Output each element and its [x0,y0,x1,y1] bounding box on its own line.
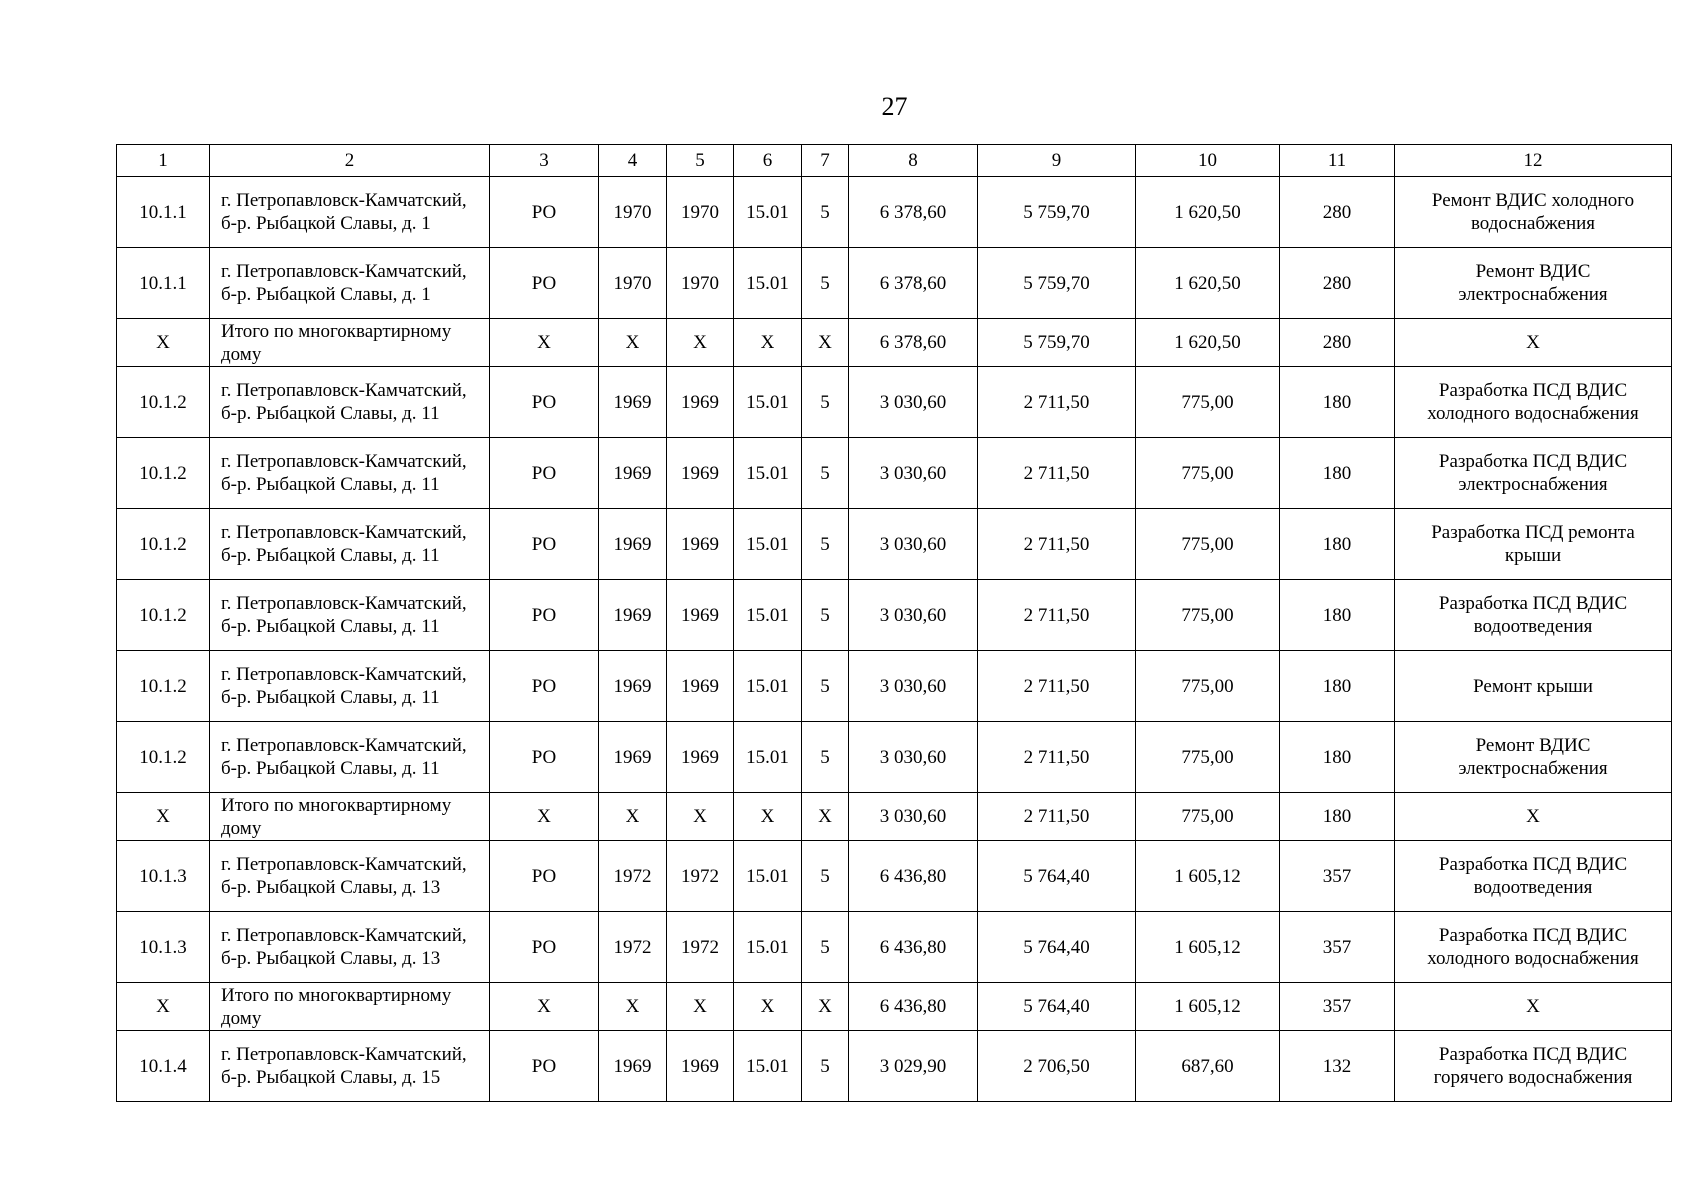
commissioning-year-cell: X [667,319,734,367]
category-code-cell: X [734,793,802,841]
address-cell: г. Петропавловск-Камчатский, б-р. Рыбацкой Славы, д. 1 [210,248,490,319]
total-area-cell: 6 436,80 [849,912,978,983]
work-type-cell: Разработка ПСД ВДИС холодного водоснабжения [1395,367,1672,438]
living-area-cell: 5 759,70 [978,319,1136,367]
floors-cell: X [802,983,849,1031]
address-cell: г. Петропавловск-Камчатский, б-р. Рыбацкой Славы, д. 13 [210,912,490,983]
work-type-cell: Разработка ПСД ВДИС водоотведения [1395,580,1672,651]
category-code-cell: 15.01 [734,912,802,983]
residents-cell: 180 [1280,793,1395,841]
living-area-cell: 5 759,70 [978,177,1136,248]
column-number-9: 9 [978,145,1136,177]
residents-cell: 180 [1280,438,1395,509]
floors-cell: 5 [802,651,849,722]
floors-cell: X [802,793,849,841]
residents-cell: 280 [1280,248,1395,319]
floors-cell: 5 [802,509,849,580]
category-code-cell: 15.01 [734,509,802,580]
living-area-cell: 2 711,50 [978,722,1136,793]
work-type-cell: X [1395,793,1672,841]
column-number-11: 11 [1280,145,1395,177]
total-area-cell: 3 030,60 [849,651,978,722]
item-number-cell: X [117,319,210,367]
item-number-cell: 10.1.1 [117,177,210,248]
table-row [117,367,1672,438]
non-living-area-cell: 775,00 [1136,651,1280,722]
owner-type-cell: РО [490,841,599,912]
work-type-cell: Разработка ПСД ВДИС холодного водоснабжения [1395,912,1672,983]
construction-year-cell: 1969 [599,438,667,509]
commissioning-year-cell: 1972 [667,841,734,912]
owner-type-cell: РО [490,438,599,509]
work-type-cell: Ремонт ВДИС электроснабжения [1395,248,1672,319]
item-number-cell: 10.1.2 [117,580,210,651]
item-number-cell: 10.1.4 [117,1031,210,1102]
living-area-cell: 2 711,50 [978,580,1136,651]
work-type-cell: Разработка ПСД ВДИС водоотведения [1395,841,1672,912]
table-row [117,1031,1672,1102]
address-cell: г. Петропавловск-Камчатский, б-р. Рыбацкой Славы, д. 11 [210,722,490,793]
capital-repair-table [116,144,1672,1102]
residents-cell: 132 [1280,1031,1395,1102]
category-code-cell: 15.01 [734,841,802,912]
commissioning-year-cell: 1969 [667,722,734,793]
residents-cell: 357 [1280,983,1395,1031]
commissioning-year-cell: 1972 [667,912,734,983]
owner-type-cell: РО [490,722,599,793]
owner-type-cell: РО [490,509,599,580]
living-area-cell: 5 764,40 [978,912,1136,983]
commissioning-year-cell: 1969 [667,438,734,509]
column-number-10: 10 [1136,145,1280,177]
total-area-cell: 3 030,60 [849,509,978,580]
living-area-cell: 2 706,50 [978,1031,1136,1102]
address-cell: Итого по многоквартирному дому [210,983,490,1031]
residents-cell: 180 [1280,509,1395,580]
living-area-cell: 5 764,40 [978,983,1136,1031]
category-code-cell: X [734,319,802,367]
column-number-3: 3 [490,145,599,177]
living-area-cell: 2 711,50 [978,793,1136,841]
table-header [117,145,1672,177]
item-number-cell: X [117,983,210,1031]
owner-type-cell: X [490,983,599,1031]
total-area-cell: 3 030,60 [849,367,978,438]
address-cell: г. Петропавловск-Камчатский, б-р. Рыбацкой Славы, д. 1 [210,177,490,248]
total-area-cell: 6 378,60 [849,319,978,367]
table-row [117,722,1672,793]
commissioning-year-cell: 1969 [667,1031,734,1102]
total-row [117,983,1672,1031]
residents-cell: 180 [1280,367,1395,438]
address-cell: г. Петропавловск-Камчатский, б-р. Рыбацкой Славы, д. 15 [210,1031,490,1102]
owner-type-cell: РО [490,651,599,722]
floors-cell: 5 [802,580,849,651]
commissioning-year-cell: 1970 [667,177,734,248]
total-area-cell: 6 436,80 [849,841,978,912]
table-row [117,580,1672,651]
header-row [117,145,1672,177]
commissioning-year-cell: X [667,793,734,841]
total-area-cell: 3 030,60 [849,438,978,509]
commissioning-year-cell: 1969 [667,651,734,722]
floors-cell: 5 [802,722,849,793]
construction-year-cell: X [599,319,667,367]
total-area-cell: 3 030,60 [849,580,978,651]
work-type-cell: Разработка ПСД ВДИС горячего водоснабжения [1395,1031,1672,1102]
non-living-area-cell: 1 605,12 [1136,912,1280,983]
living-area-cell: 2 711,50 [978,438,1136,509]
owner-type-cell: РО [490,580,599,651]
item-number-cell: 10.1.3 [117,841,210,912]
work-type-cell: Ремонт ВДИС электроснабжения [1395,722,1672,793]
category-code-cell: 15.01 [734,580,802,651]
page-number: 27 [881,92,908,121]
residents-cell: 180 [1280,651,1395,722]
address-cell: г. Петропавловск-Камчатский, б-р. Рыбацкой Славы, д. 11 [210,367,490,438]
column-number-6: 6 [734,145,802,177]
total-area-cell: 6 378,60 [849,177,978,248]
non-living-area-cell: 1 605,12 [1136,983,1280,1031]
floors-cell: X [802,319,849,367]
work-type-cell: Разработка ПСД ВДИС электроснабжения [1395,438,1672,509]
column-number-2: 2 [210,145,490,177]
non-living-area-cell: 1 620,50 [1136,177,1280,248]
floors-cell: 5 [802,912,849,983]
non-living-area-cell: 687,60 [1136,1031,1280,1102]
address-cell: г. Петропавловск-Камчатский, б-р. Рыбацкой Славы, д. 11 [210,509,490,580]
work-type-cell: Разработка ПСД ремонта крыши [1395,509,1672,580]
table-row [117,177,1672,248]
floors-cell: 5 [802,841,849,912]
floors-cell: 5 [802,248,849,319]
item-number-cell: 10.1.2 [117,367,210,438]
column-number-1: 1 [117,145,210,177]
category-code-cell: 15.01 [734,651,802,722]
non-living-area-cell: 775,00 [1136,793,1280,841]
non-living-area-cell: 1 620,50 [1136,319,1280,367]
living-area-cell: 2 711,50 [978,509,1136,580]
commissioning-year-cell: X [667,983,734,1031]
total-row [117,319,1672,367]
category-code-cell: 15.01 [734,722,802,793]
total-area-cell: 3 030,60 [849,722,978,793]
construction-year-cell: 1969 [599,1031,667,1102]
address-cell: г. Петропавловск-Камчатский, б-р. Рыбацкой Славы, д. 11 [210,651,490,722]
non-living-area-cell: 775,00 [1136,580,1280,651]
construction-year-cell: X [599,793,667,841]
category-code-cell: 15.01 [734,367,802,438]
commissioning-year-cell: 1970 [667,248,734,319]
residents-cell: 280 [1280,319,1395,367]
table-row [117,912,1672,983]
construction-year-cell: 1969 [599,580,667,651]
owner-type-cell: X [490,319,599,367]
non-living-area-cell: 775,00 [1136,722,1280,793]
work-type-cell: Ремонт ВДИС холодного водоснабжения [1395,177,1672,248]
item-number-cell: 10.1.2 [117,438,210,509]
living-area-cell: 2 711,50 [978,651,1136,722]
floors-cell: 5 [802,177,849,248]
residents-cell: 357 [1280,841,1395,912]
floors-cell: 5 [802,367,849,438]
item-number-cell: 10.1.1 [117,248,210,319]
owner-type-cell: РО [490,367,599,438]
construction-year-cell: 1969 [599,367,667,438]
non-living-area-cell: 775,00 [1136,509,1280,580]
total-area-cell: 6 378,60 [849,248,978,319]
residents-cell: 180 [1280,722,1395,793]
category-code-cell: 15.01 [734,177,802,248]
total-row [117,793,1672,841]
address-cell: Итого по многоквартирному дому [210,319,490,367]
construction-year-cell: 1969 [599,651,667,722]
work-type-cell: X [1395,983,1672,1031]
table-body [117,177,1672,1102]
residents-cell: 180 [1280,580,1395,651]
column-number-5: 5 [667,145,734,177]
non-living-area-cell: 775,00 [1136,367,1280,438]
living-area-cell: 5 764,40 [978,841,1136,912]
construction-year-cell: 1970 [599,248,667,319]
item-number-cell: X [117,793,210,841]
address-cell: г. Петропавловск-Камчатский, б-р. Рыбацкой Славы, д. 13 [210,841,490,912]
living-area-cell: 2 711,50 [978,367,1136,438]
table-row [117,841,1672,912]
owner-type-cell: РО [490,1031,599,1102]
item-number-cell: 10.1.3 [117,912,210,983]
construction-year-cell: X [599,983,667,1031]
commissioning-year-cell: 1969 [667,580,734,651]
category-code-cell: 15.01 [734,1031,802,1102]
address-cell: г. Петропавловск-Камчатский, б-р. Рыбацкой Славы, д. 11 [210,438,490,509]
commissioning-year-cell: 1969 [667,509,734,580]
owner-type-cell: X [490,793,599,841]
column-number-7: 7 [802,145,849,177]
column-number-12: 12 [1395,145,1672,177]
residents-cell: 357 [1280,912,1395,983]
category-code-cell: X [734,983,802,1031]
table-row [117,509,1672,580]
construction-year-cell: 1972 [599,841,667,912]
owner-type-cell: РО [490,248,599,319]
total-area-cell: 3 029,90 [849,1031,978,1102]
commissioning-year-cell: 1969 [667,367,734,438]
column-number-4: 4 [599,145,667,177]
category-code-cell: 15.01 [734,248,802,319]
column-number-8: 8 [849,145,978,177]
non-living-area-cell: 1 605,12 [1136,841,1280,912]
work-type-cell: X [1395,319,1672,367]
total-area-cell: 3 030,60 [849,793,978,841]
non-living-area-cell: 775,00 [1136,438,1280,509]
living-area-cell: 5 759,70 [978,248,1136,319]
construction-year-cell: 1972 [599,912,667,983]
owner-type-cell: РО [490,177,599,248]
total-area-cell: 6 436,80 [849,983,978,1031]
construction-year-cell: 1969 [599,722,667,793]
table-row [117,248,1672,319]
construction-year-cell: 1970 [599,177,667,248]
table-row [117,651,1672,722]
item-number-cell: 10.1.2 [117,722,210,793]
floors-cell: 5 [802,438,849,509]
non-living-area-cell: 1 620,50 [1136,248,1280,319]
item-number-cell: 10.1.2 [117,509,210,580]
owner-type-cell: РО [490,912,599,983]
construction-year-cell: 1969 [599,509,667,580]
work-type-cell: Ремонт крыши [1395,651,1672,722]
floors-cell: 5 [802,1031,849,1102]
table-row [117,438,1672,509]
address-cell: Итого по многоквартирному дому [210,793,490,841]
item-number-cell: 10.1.2 [117,651,210,722]
address-cell: г. Петропавловск-Камчатский, б-р. Рыбацкой Славы, д. 11 [210,580,490,651]
residents-cell: 280 [1280,177,1395,248]
category-code-cell: 15.01 [734,438,802,509]
